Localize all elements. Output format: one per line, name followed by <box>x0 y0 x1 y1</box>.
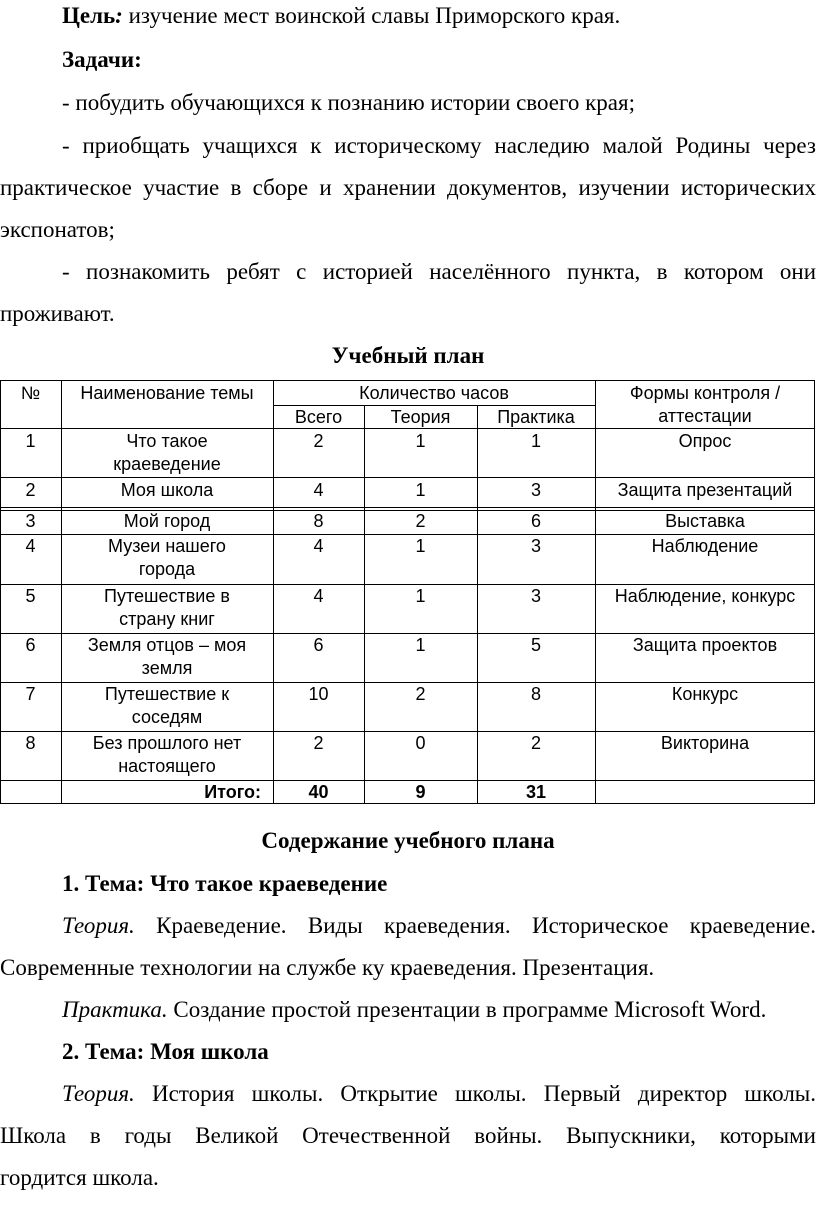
header-control-line-2: аттестации <box>658 406 752 426</box>
table-row-practice: 3 <box>530 586 541 606</box>
task-1: - побудить обучающихся к познанию истории своего края; <box>62 90 635 115</box>
table-row-theory: 1 <box>415 586 426 606</box>
table-row-topic: Музеи нашего города <box>108 536 226 579</box>
table-row-control: Викторина <box>660 733 750 753</box>
table-row-practice: 1 <box>530 431 541 451</box>
table-row-num: 7 <box>25 684 36 704</box>
table-row-num: 8 <box>25 733 36 753</box>
table-row-topic: Что такое краеведение <box>113 431 221 474</box>
header-control <box>595 382 815 428</box>
table-row-topic: Без прошлого нет настоящего <box>92 733 242 776</box>
table-row-practice: 5 <box>530 635 541 655</box>
table-row-control: Защита презентаций <box>617 480 793 500</box>
table-row-total: 4 <box>313 586 324 606</box>
totals-theory: 9 <box>415 782 426 802</box>
topic-1-heading: 1. Тема: Что такое краеведение <box>62 871 388 896</box>
table-row-theory: 1 <box>415 635 426 655</box>
task-2-line-3: экспонатов; <box>0 217 115 242</box>
totals-total: 40 <box>308 782 329 802</box>
header-theory: Теория <box>390 407 451 427</box>
header-num: № <box>20 383 41 403</box>
header-practice: Практика <box>497 407 575 427</box>
task-2-line-1: - приобщать учащихся к историческому наследию малой Родины через <box>62 133 816 158</box>
table-row-theory: 0 <box>415 733 426 753</box>
plan-title: Учебный план <box>331 343 485 368</box>
task-2-line-2: практическое участие в сборе и хранении документов, изучении исторических <box>0 175 816 200</box>
topic-2-theory-line-3: гордится школа. <box>0 1165 159 1190</box>
task-3-line-2: проживают. <box>0 301 115 326</box>
table-row-total: 4 <box>313 536 324 556</box>
table-row-total: 10 <box>308 684 329 704</box>
totals-label: Итого: <box>204 782 261 802</box>
table-row-topic: Мой город <box>123 511 211 531</box>
table-row-control: Выставка <box>665 511 745 531</box>
table-row-num: 6 <box>25 635 36 655</box>
table-row-num: 5 <box>25 586 36 606</box>
table-row-theory: 2 <box>415 684 426 704</box>
table-row-control: Конкурс <box>671 684 739 704</box>
table-row-topic: Путешествие в страну книг <box>104 586 230 629</box>
table-row-control: Наблюдение, конкурс <box>614 586 796 606</box>
table-row-control: Наблюдение <box>651 536 759 556</box>
goal-line <box>62 4 620 28</box>
curriculum-table <box>0 380 815 804</box>
tasks-label: Задачи: <box>62 47 142 72</box>
header-total: Всего <box>294 407 343 427</box>
table-row-num: 4 <box>25 536 36 556</box>
header-hours: Количество часов <box>359 383 509 403</box>
table-row-topic: Путешествие к соседям <box>104 684 230 727</box>
table-row-topic: Земля отцов – моя земля <box>87 635 247 678</box>
totals-practice: 31 <box>525 782 547 802</box>
table-row-total: 8 <box>313 511 324 531</box>
table-row-practice: 3 <box>530 480 541 500</box>
table-row-theory: 2 <box>415 511 426 531</box>
table-row-theory: 1 <box>415 480 426 500</box>
header-topic: Наименование темы <box>80 383 254 403</box>
table-row-topic: Моя школа <box>120 480 214 500</box>
header-control-line-1: Формы контроля / <box>629 383 781 403</box>
table-row-theory: 1 <box>415 431 426 451</box>
topic-1-practice: Практика. Создание простой презентации в программе Microsoft Word. <box>62 997 767 1022</box>
content-title: Содержание учебного плана <box>261 828 555 853</box>
goal-colon: : <box>115 3 123 28</box>
table-row-control: Опрос <box>678 431 732 451</box>
table-row-practice: 2 <box>530 733 541 753</box>
topic-2-heading: 2. Тема: Моя школа <box>62 1039 269 1064</box>
task-3-line-1: - познакомить ребят с историей населённого пункта, в котором они <box>62 259 816 284</box>
topic-1-theory-line-2: Современные технологии на службе ку краеведения. Презентация. <box>0 955 655 980</box>
table-row-practice: 8 <box>530 684 541 704</box>
table-row-total: 2 <box>313 431 324 451</box>
table-row-practice: 6 <box>530 511 541 531</box>
table-row-num: 3 <box>25 511 36 531</box>
table-row-control: Защита проектов <box>632 635 778 655</box>
goal-label: Цель <box>62 3 116 28</box>
table-row-num: 2 <box>25 480 36 500</box>
table-row-total: 2 <box>313 733 324 753</box>
table-row-practice: 3 <box>530 536 541 556</box>
topic-2-theory-line-1: Теория. История школы. Открытие школы. Первый директор школы. <box>62 1081 816 1106</box>
topic-2-theory-line-2: Школа в годы Великой Отечественной войны. Выпускники, которыми <box>0 1123 816 1148</box>
table-row-theory: 1 <box>415 536 426 556</box>
topic-1-theory-line-1: Теория. Краеведение. Виды краеведения. Историческое краеведение. <box>62 913 816 938</box>
goal-text: изучение мест воинской славы Приморского края. <box>122 3 621 28</box>
table-row-total: 6 <box>313 635 324 655</box>
table-row-total: 4 <box>313 480 324 500</box>
table-row-num: 1 <box>25 431 36 451</box>
